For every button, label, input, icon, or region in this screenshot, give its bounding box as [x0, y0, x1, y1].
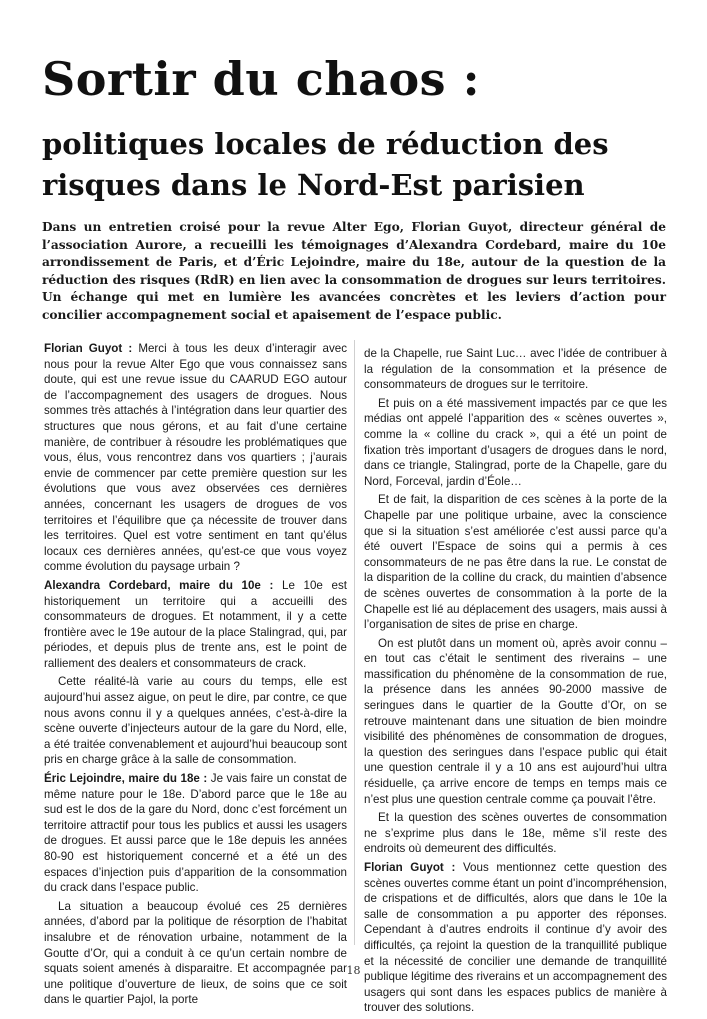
paragraph: [364, 860, 667, 1016]
article-lead: Dans un entretien croisé pour la revue Alter Ego, Florian Guyot, directeur général de l’association Aurore, a recueilli les témoignages d’Alexandra Cordebard, maire du 10e arrondissement de Paris, et d’Éric Lejoindre, maire du 18e, autour de la question de la réduction des risques (RdR) en lien avec la consommation de drogues sur leurs territoires. Un échange qui met en lumière les avancées concrètes et les leviers d’action pour concilier accompagnement social et apaisement de l’espace public.: [42, 220, 666, 322]
paragraph-text: Merci à tous les deux d’interagir avec nous pour la revue Alter Ego que vous connaissez sans doute, qui est une revue issue du CAARUD EGO autour de l’accompagnement des usagers de drogues. Nous sommes très attachés à l’intégration dans leur quartier des structures que nous gérons, et au fait d’une certaine manière, de contribuer à résoudre les problématiques que vous, élus, vous rencontrez dans vos quartiers ; j’aurais envie de commencer par cette première question sur les évolutions que vous avez observées ces dernières années, concernant les usagers de drogues de vos territoires et l’équilibre que ça nécessite de trouver dans les territoires. Quel est votre sentiment en tant qu’élus locaux ces dernières années, qu’est-ce que vous voyez comme évolution du paysage urbain ?: [44, 342, 348, 574]
speaker-name: Alexandra Cordebard, maire du 10e :: [44, 578, 274, 592]
paragraph: [44, 578, 347, 672]
right-column: [364, 343, 667, 1019]
paragraph: [44, 341, 347, 575]
paragraph: Et la question des scènes ouvertes de consommation ne s’exprime plus dans le 18e, même s’il reste des endroits où demeurent des difficultés.: [364, 811, 667, 856]
left-column: [44, 338, 347, 1011]
speaker-name: Éric Lejoindre, maire du 18e :: [44, 772, 208, 786]
paragraph: Et de fait, la disparition de ces scènes à la porte de la Chapelle par une politique urbaine, avec la conscience que si la situation s’est améliorée c’est aussi parce qu’a été ouvert l’Espace de soins qui a permis à ces consommateurs de ne pas être dans la rue. Le constat de la disparition de la colline du crack, du maintien d’absence de scènes ouvertes de consommation à la porte de la Chapelle est lié au déplacement des usagers, mais aussi à l’organisation de sites de prise en charge.: [364, 493, 667, 632]
paragraph: La situation a beaucoup évolué ces 25 dernières années, d’abord par la politique de résorption de l’habitat insalubre et de rénovation urbaine, notamment de la Goutte d’Or, qui a conduit à ce qu’un certain nombre de squats soient amenés à disparaitre. Et accompagnée par une politique d’ouverture de lieux, de soins que ce soit dans le quartier Pajol, la porte: [44, 899, 347, 1007]
article-title: Sortir du chaos :: [42, 52, 481, 106]
paragraph-text: Vous mentionnez cette question des scènes ouvertes comme étant un point d’incompréhension, de crispations et de difficultés, alors que dans le 10e la salle de consommation a pu apporter des réponses. Cependant à d’autres endroits il continue d’y avoir des difficultés, ça rejoint la question de la tranquillité publique et la nécessité de concilier une demande de tranquillité publique légitime des riverains et un accompagnement des usagers qui sont dans les espaces publics de manière à trouver des solutions.: [364, 861, 667, 1015]
page-number: 18: [346, 964, 361, 977]
article-subtitle: politiques locales de réduction des risques dans le Nord-Est parisien: [42, 127, 609, 202]
paragraph: Et puis on a été massivement impactés par ce que les médias ont appelé l’apparition des « scènes ouvertes », comme la « colline du crack », qui a été un point de fixation très important d’usagers de drogues dans le nord, dans ce triangle, Stalingrad, porte de la Chapelle, gare du Nord, Forceval, jardin d’Éole…: [364, 396, 667, 488]
speaker-name: Florian Guyot :: [44, 342, 133, 355]
paragraph: Cette réalité-là varie au cours du temps, elle est aujourd’hui assez aigue, on peut le dire, par contre, ce que nous avons connu il y a quelques années, c’est-à-dire la scène ouverte d’injecteurs autour de la gare du Nord, elle, a été traitée convenablement et aujourd’hui beaucoup sont pris en charge grâce à la salle de consommation.: [44, 675, 347, 767]
paragraph-text: Le 10e est historiquement un territoire qui a accueilli des consommateurs de drogues. Et notamment, il y a cette frontière avec le 19e autour de la place Stalingrad, qui, par périodes, et depuis plus de trente ans, est le point de ralliement des dealers et consommateurs de crack.: [44, 578, 347, 670]
paragraph: [44, 771, 347, 896]
paragraph: de la Chapelle, rue Saint Luc… avec l’idée de contribuer à la régulation de la consommation et la présence de consommateurs de drogues sur le territoire.: [364, 347, 667, 392]
speaker-name: Florian Guyot :: [364, 861, 456, 874]
paragraph-text: Je vais faire un constat de même nature pour le 18e. D’abord parce que le 18e au sud est le dos de la gare du Nord, donc c’est forcément un territoire attractif pour tous les publics et aussi les usagers de drogues. Et aussi parce que le 18e depuis les années 80-90 est historiquement concerné et a été un des espaces d’injection puis d’apparition de la consommation du crack dans l’espace public.: [44, 772, 347, 895]
column-divider: [354, 340, 355, 945]
paragraph: On est plutôt dans un moment où, après avoir connu – en tout cas c’était le sentiment des riverains – une massification du phénomène de la consommation de rue, la présence dans les années 90-2000 massive de seringues dans le quartier de la Goutte d’Or, on se retrouve maintenant dans une situation de bien moindre visibilité des phénomènes de consommation de drogues, la question des seringues dans l’espace public qui était une question centrale il y a 10 ans est aujourd’hui ultra résiduelle, ça arrive encore de temps en temps mais ce n’est plus une question centrale comme ça pouvait l’être.: [364, 636, 667, 806]
